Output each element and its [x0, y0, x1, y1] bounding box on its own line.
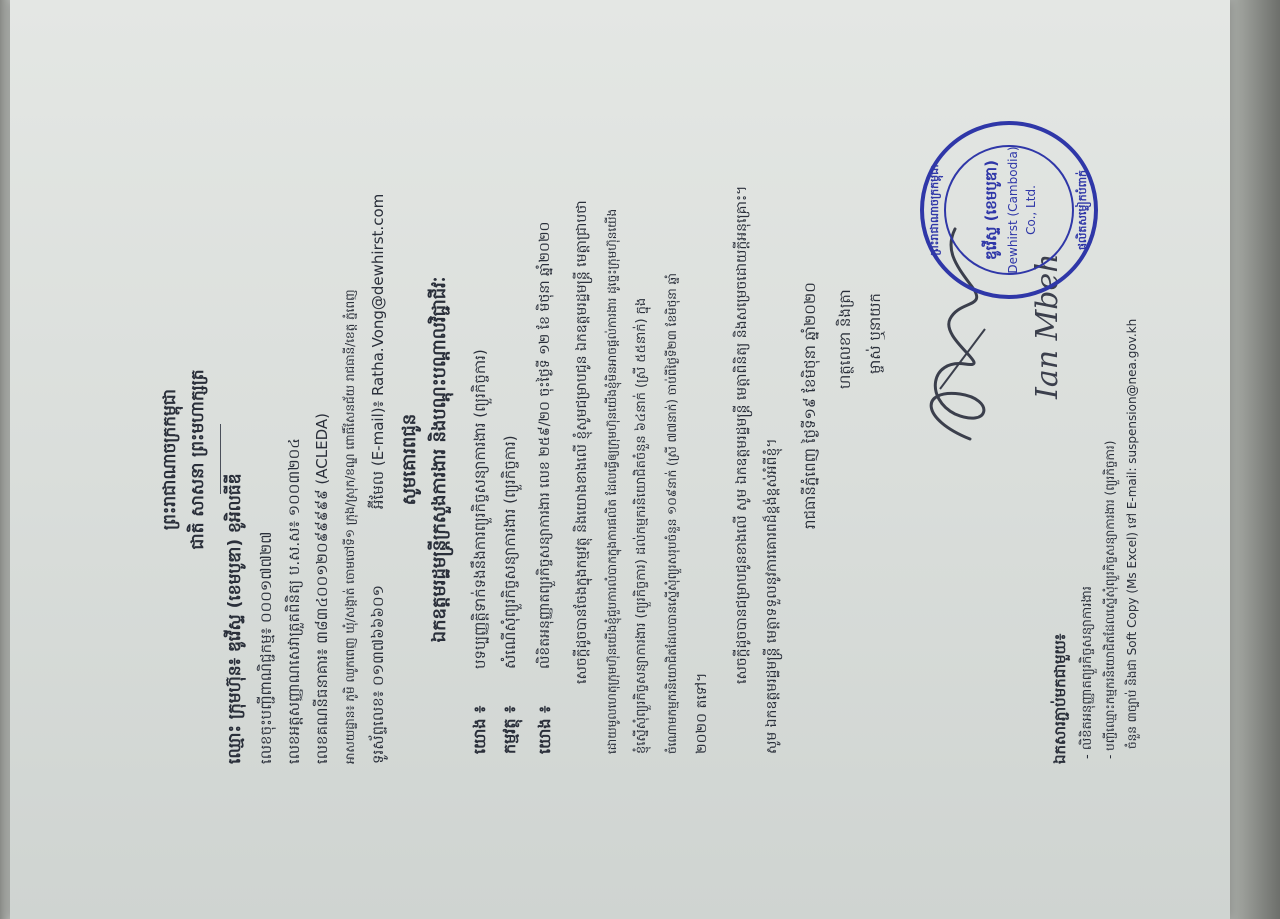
motto-header: ជាតិ សាសនា ព្រះមហាក្សត្រ	[188, 369, 208, 550]
subject-text: សំណើសុំព្យួរកិច្ចសន្យាការងារ (ព្យួរកិច្ចការ)	[501, 435, 519, 669]
subject-label: កម្មវត្ថុ ៖	[500, 705, 519, 754]
document-page	[10, 0, 1230, 919]
attachment-item-2: - បញ្ជីឈ្មោះកម្មករនិយោជិតដែលស្នើសុំព្យួរកិច្ចសន្យាការងារ (ព្យួរកិច្ចការ)	[1103, 440, 1117, 759]
signature-role-1: ហត្ថលេខា និងត្រា	[836, 289, 854, 389]
body-line-5: ២០២០ តទៅ។	[694, 672, 710, 754]
reference-label: យោង ៖	[535, 705, 554, 754]
stamp-bottom-text: ផលិតសម្លៀកបំពាក់	[1076, 169, 1089, 251]
signer-name: Ian Mbeh	[1030, 253, 1065, 399]
company-bank: លេខគណនីធនាគារ៖ ៣៨៣៤០០១២០៩៩៩៩៩ (ACLEDA)	[313, 413, 331, 764]
attachment-item-1: - លិខិតអនុញ្ញាតព្យួរកិច្ចសន្យាការងារ	[1080, 586, 1095, 759]
header-divider	[220, 424, 221, 494]
company-email: អ៊ីមែល (E-mail)៖ Ratha.Vong@dewhirst.com	[369, 193, 387, 509]
company-stamp	[920, 121, 1098, 299]
body-line-3: ខ្ញុំស្នើសុំព្យួរកិច្ចសន្យាការងារ (ព្យួរកិច្ចការ) ដល់កម្មករនិយោជិតចំនួន ៦៤នាក់ (ស្រី ៥៥នាក់) ក្នុង	[634, 297, 649, 754]
letter-recipient: ឯកឧត្តមរដ្ឋមន្ត្រីក្រសួងការងារ និងបណ្តុះបណ្តាលវិជ្ជាជីវៈ	[429, 276, 450, 643]
company-phone: ទូរស័ព្ទលេខ៖ ០១៣៧៦៦៦០១	[369, 585, 387, 764]
closing-line-2: សូម ឯកឧត្តមរដ្ឋមន្ត្រី មេត្តាទទួលនូវការគោរពដ៏ខ្ពង់ខ្ពស់អំពីខ្ញុំ។	[764, 438, 780, 754]
company-inspection: លេខអត្តសញ្ញាណសេវាត្រួតពិនិត្យ ប.ស.ស៖ ១០០៣២០៤	[285, 438, 303, 764]
place-date: រាជធានីភ្នំពេញ ថ្ងៃទី១៩ ខែមិថុនា ឆ្នាំ២០២០	[801, 282, 819, 529]
body-line-4: ចំណោមកម្មករនិយោជិតដែលបានស្នើសុំព្យួរសរុបចំនួន ១០៩នាក់ (ស្រី ៧៧នាក់) ចាប់ពីថ្ងៃទី២៣ ខែមិថុនា ឆ្នាំ	[665, 273, 679, 754]
company-name: ឈ្មោះ ក្រុមហ៊ុន៖ ឌូវើស្ទ (ខេមបូឌា) ខូអិលធីឌី	[225, 473, 245, 764]
stamp-suffix: Co., Ltd.	[1024, 185, 1038, 235]
stamp-name-en: Dewhirst (Cambodia)	[1006, 146, 1020, 274]
company-registration: លេខចុះបញ្ជីពាណិជ្ជកម្ម៖ ០០០១៧៧២៧	[257, 531, 275, 764]
body-line-2: ដោយមូលហេតុក្រុមហ៊ុនយើងខ្ញុំជួបការលំបាកក្នុងការផលិត ដែលធ្វើឲ្យក្រុមហ៊ុនយើងខ្ញុំមិនអាចផ្តល់ការងារ ដូច្នេះក្រុមហ៊ុនយើង	[605, 208, 619, 754]
attachment-item-3: ចំនួន ៣ច្បាប់ និងជា Soft Copy (Ms Excel) ទៅ E-mail: suspension@nea.gov.kh	[1125, 318, 1139, 749]
closing-line-1: សេចក្តីដូចបានជម្រាបជូនខាងលើ សូម ឯកឧត្តមរដ្ឋមន្ត្រី មេត្តាពិនិត្យ និងសម្រេចដោយក្តីអនុគ្រោះ។	[734, 185, 750, 684]
reference-2: លិខិតអនុញ្ញាតព្យួរកិច្ចសន្យាការងារ លេខ ២៥៩/២០ ចុះថ្ងៃទី ១២ ខែ មិថុនា ឆ្នាំ២០២០	[537, 221, 553, 669]
signature-role-2: ម្ចាស់ ឬនាយក	[866, 293, 884, 374]
letter-title: សូមគោរពជូន	[399, 413, 420, 506]
reference-1: បទប្បញ្ញត្តិទាក់ទងនឹងការព្យួរកិច្ចសន្យាការងារ (ព្យួរកិច្ចការ)	[471, 349, 489, 669]
reference-top-label: យោង ៖	[470, 705, 489, 754]
kingdom-header: ព្រះរាជាណាចក្រកម្ពុជា	[160, 389, 180, 530]
attachments-label: ឯកសារភ្ជាប់មកជាមួយ៖	[1051, 633, 1069, 764]
stamp-name-kh: ឌូវើស្ទ (ខេមបូឌា)	[982, 160, 1000, 260]
stamp-top-text: ព្រះរាជាណាចក្រកម្ពុជា	[928, 164, 941, 256]
body-line-1: សេចក្តីដូចបានចែងក្នុងកម្មវត្ថុ និងយោងខាងលើ ខ្ញុំសូមជម្រាបជូន ឯកឧត្តមរដ្ឋមន្ត្រី មេត្តាជ្រាបថា	[574, 200, 590, 684]
company-address: អាសយដ្ឋាន៖ ភូមិ ឈូកពេញ ឃុំ/សង្កាត់ ចោមចៅទី១ ក្រុង/ស្រុក/ខណ្ឌ ពោធិ៍សែនជ័យ រាជធានី/ខេត្ត ភ្នំពេញ	[343, 289, 357, 764]
rotated-letter	[20, 0, 1220, 919]
